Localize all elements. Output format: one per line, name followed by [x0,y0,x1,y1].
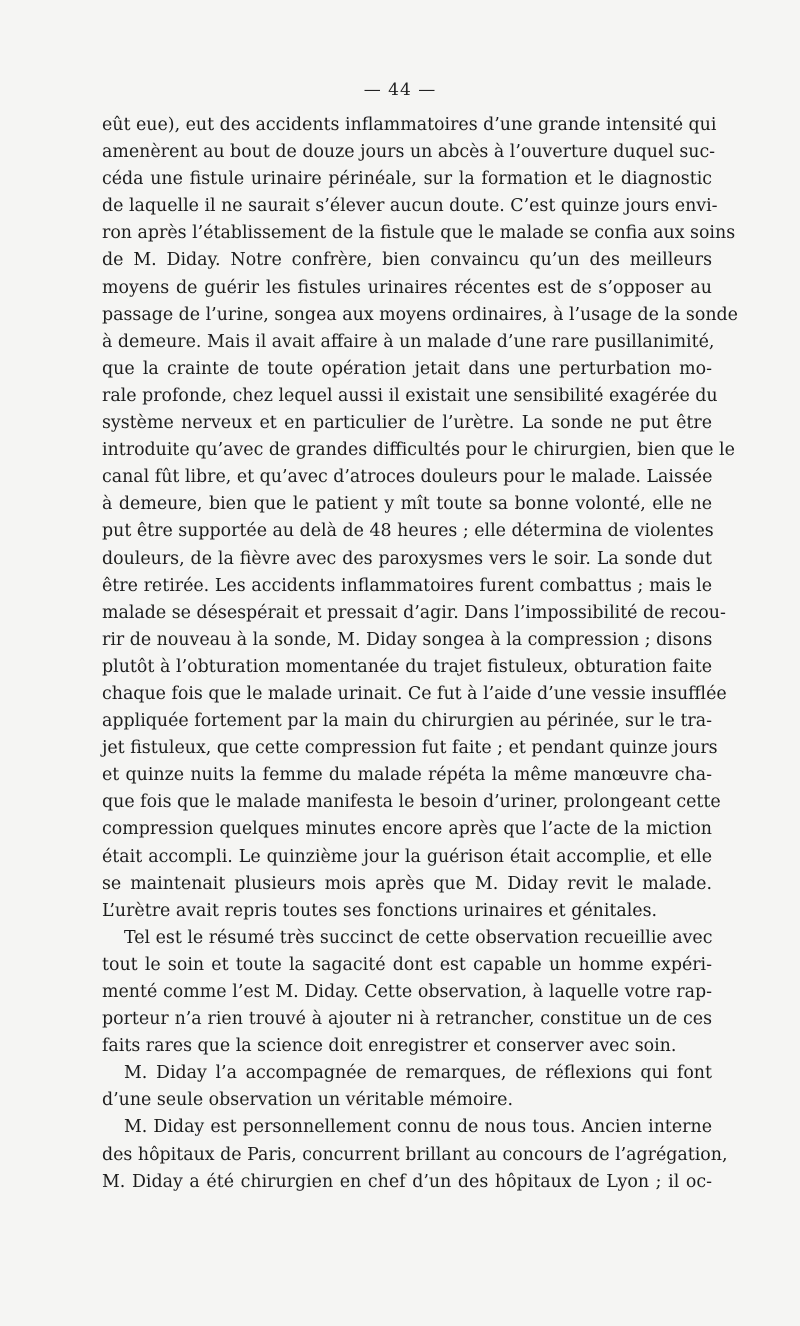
text-line: malade se désespérait et pressait d’agir. Dans l’impossibilité de recou- [102,602,726,623]
text-line: introduite qu’avec de grandes difficultés pour le chirurgien, bien que le [102,440,735,461]
text-line: des hôpitaux de Paris, concurrent brillant au concours de l’agrégation, [102,1144,728,1165]
text-line: plutôt à l’obturation momentanée du trajet fistuleux, obturation faite [102,656,712,677]
text-line: appliquée fortement par la main du chirurgien au périnée, sur le tra- [102,711,712,732]
text-line: rale profonde, chez lequel aussi il existait une sensibilité exagérée du [102,385,718,406]
text-line: menté comme l’est M. Diday. Cette observation, à laquelle votre rap- [102,982,712,1002]
text-line: passage de l’urine, songea aux moyens ordinaires, à l’usage de la sonde [102,304,738,325]
text-line: douleurs, de la fièvre avec des paroxysmes vers le soir. La sonde dut [102,548,712,569]
paragraph-first-line: Tel est le résumé très succinct de cette observation recueillie avec [124,927,713,948]
text-line: tout le soin et toute la sagacité dont est capable un homme expéri- [102,954,712,975]
text-line: de M. Diday. Notre confrère, bien convaincu qu’un des meilleurs [102,250,712,271]
text-line: système nerveux et en particulier de l’urètre. La sonde ne put être [102,413,712,434]
paragraph-end-line: faits rares que la science doit enregistrer et conserver avec soin. [102,1036,677,1057]
body-text [102,112,738,1196]
text-line: à demeure, bien que le patient y mît toute sa bonne volonté, elle ne [102,494,712,515]
text-line: canal fût libre, et qu’avec d’atroces douleurs pour le malade. Laissée [102,467,713,488]
text-line: rir de nouveau à la sonde, M. Diday songea à la compression ; disons [102,629,713,650]
page-number: — 44 — [363,80,437,100]
text-line: amenèrent au bout de douze jours un abcès à l’ouverture duquel suc- [102,142,716,163]
text-line: céda une fistule urinaire périnéale, sur la formation et le diagnostic [102,169,712,190]
text-line: chaque fois que le malade urinait. Ce fut à l’aide d’une vessie insufflée [102,683,727,704]
text-line: jet fistuleux, que cette compression fut faite ; et pendant quinze jours [102,738,718,759]
text-line: compression quelques minutes encore après que l’acte de la miction [102,819,712,840]
text-line: et quinze nuits la femme du malade répéta la même manœuvre cha- [102,765,712,786]
text-line: était accompli. Le quinzième jour la guérison était accomplie, et elle [102,846,712,867]
text-line: eût eue), eut des accidents inflammatoires d’une grande intensité qui [102,115,717,135]
paragraph-end-line: d’une seule observation un véritable mémoire. [102,1090,513,1111]
paragraph-first-line: M. Diday l’a accompagnée de remarques, de réflexions qui font [124,1063,712,1084]
paragraph-first-line: M. Diday est personnellement connu de nous tous. Ancien interne [124,1117,712,1138]
text-line: put être supportée au delà de 48 heures ; elle détermina de violentes [102,521,714,542]
text-line: se maintenait plusieurs mois après que M. Diday revit le malade. [102,873,712,894]
text-line: ron après l’établissement de la fistule que le malade se confia aux soins [102,223,736,244]
text-line: que fois que le malade manifesta le besoin d’uriner, prolongeant cette [102,792,721,813]
paragraph-end-line: L’urètre avait repris toutes ses fonctions urinaires et génitales. [102,900,658,921]
text-line: moyens de guérir les fistules urinaires récentes est de s’opposer au [102,277,712,298]
text-line: être retirée. Les accidents inflammatoires furent combattus ; mais le [102,575,712,596]
text-line: porteur n’a rien trouvé à ajouter ni à retrancher, constitue un de ces [102,1009,712,1030]
text-line: que la crainte de toute opération jetait dans une perturbation mo- [102,358,712,379]
text-line: à demeure. Mais il avait affaire à un malade d’une rare pusillanimité, [102,331,715,352]
text-line: M. Diday a été chirurgien en chef d’un des hôpitaux de Lyon ; il oc- [102,1171,712,1192]
text-line: de laquelle il ne saurait s’élever aucun doute. C’est quinze jours envi- [102,196,718,217]
